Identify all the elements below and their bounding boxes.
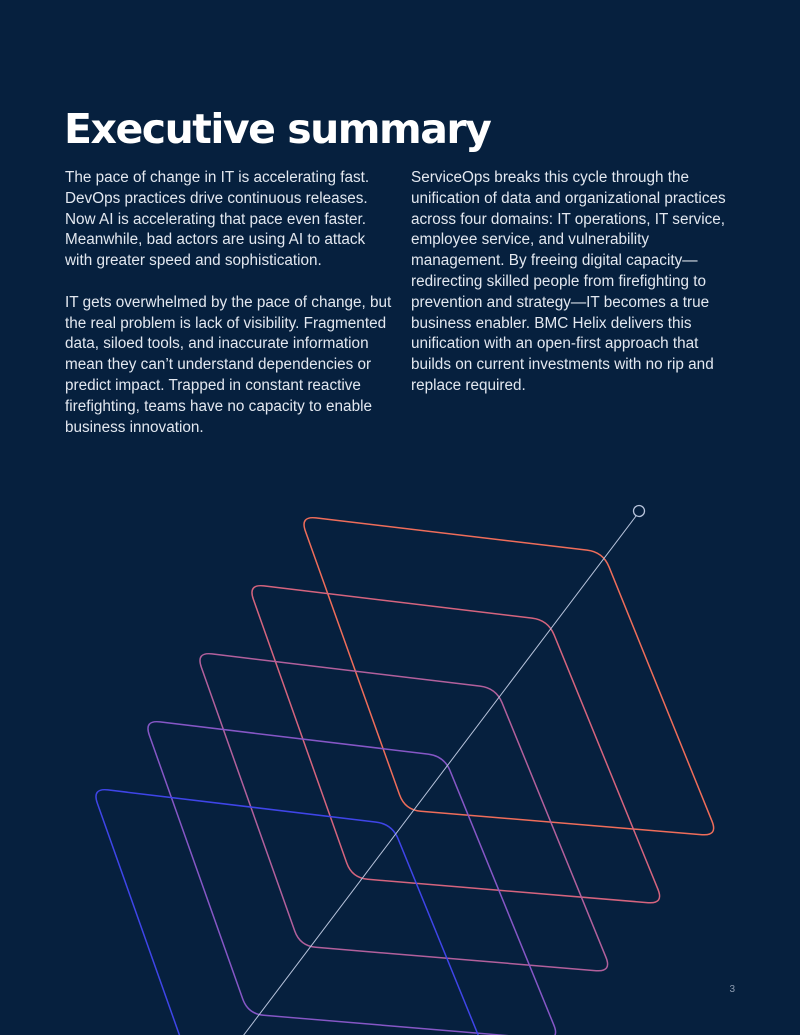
frame-outline xyxy=(252,586,660,903)
frame-outline xyxy=(304,518,714,835)
page-number: 3 xyxy=(729,984,735,995)
axis-endpoint-circle xyxy=(634,506,645,517)
page-title: Executive summary xyxy=(64,105,491,153)
frame-outline xyxy=(200,654,608,971)
body-paragraph: The pace of change in IT is accelerating fast. DevOps practices drive continuous releases. Now AI is accelerating that pace even faster. Meanwhile, bad actors are using AI to attack with greater speed and sophistication. xyxy=(65,169,370,270)
frame-outline xyxy=(96,790,504,1035)
body-paragraph: IT gets overwhelmed by the pace of change, but the real problem is lack of visibility. Fragmented data, siloed tools, and inaccurate information mean they can’t understand dependencies or predict impact. Trapped in constant reactive firefighting, teams have no capacity to enable business innovation. xyxy=(65,293,392,436)
body-paragraph: ServiceOps breaks this cycle through the unification of data and organizational practices across four domains: IT operations, IT service, employee service, and vulnerability management. By freeing digital capacity—redirecting skilled people from firefighting to prevention and strategy—IT becomes a true business enabler. BMC Helix delivers this unification with an open-first approach that builds on current investments with no rip and replace required. xyxy=(411,169,726,394)
frame-outline xyxy=(148,722,556,1035)
